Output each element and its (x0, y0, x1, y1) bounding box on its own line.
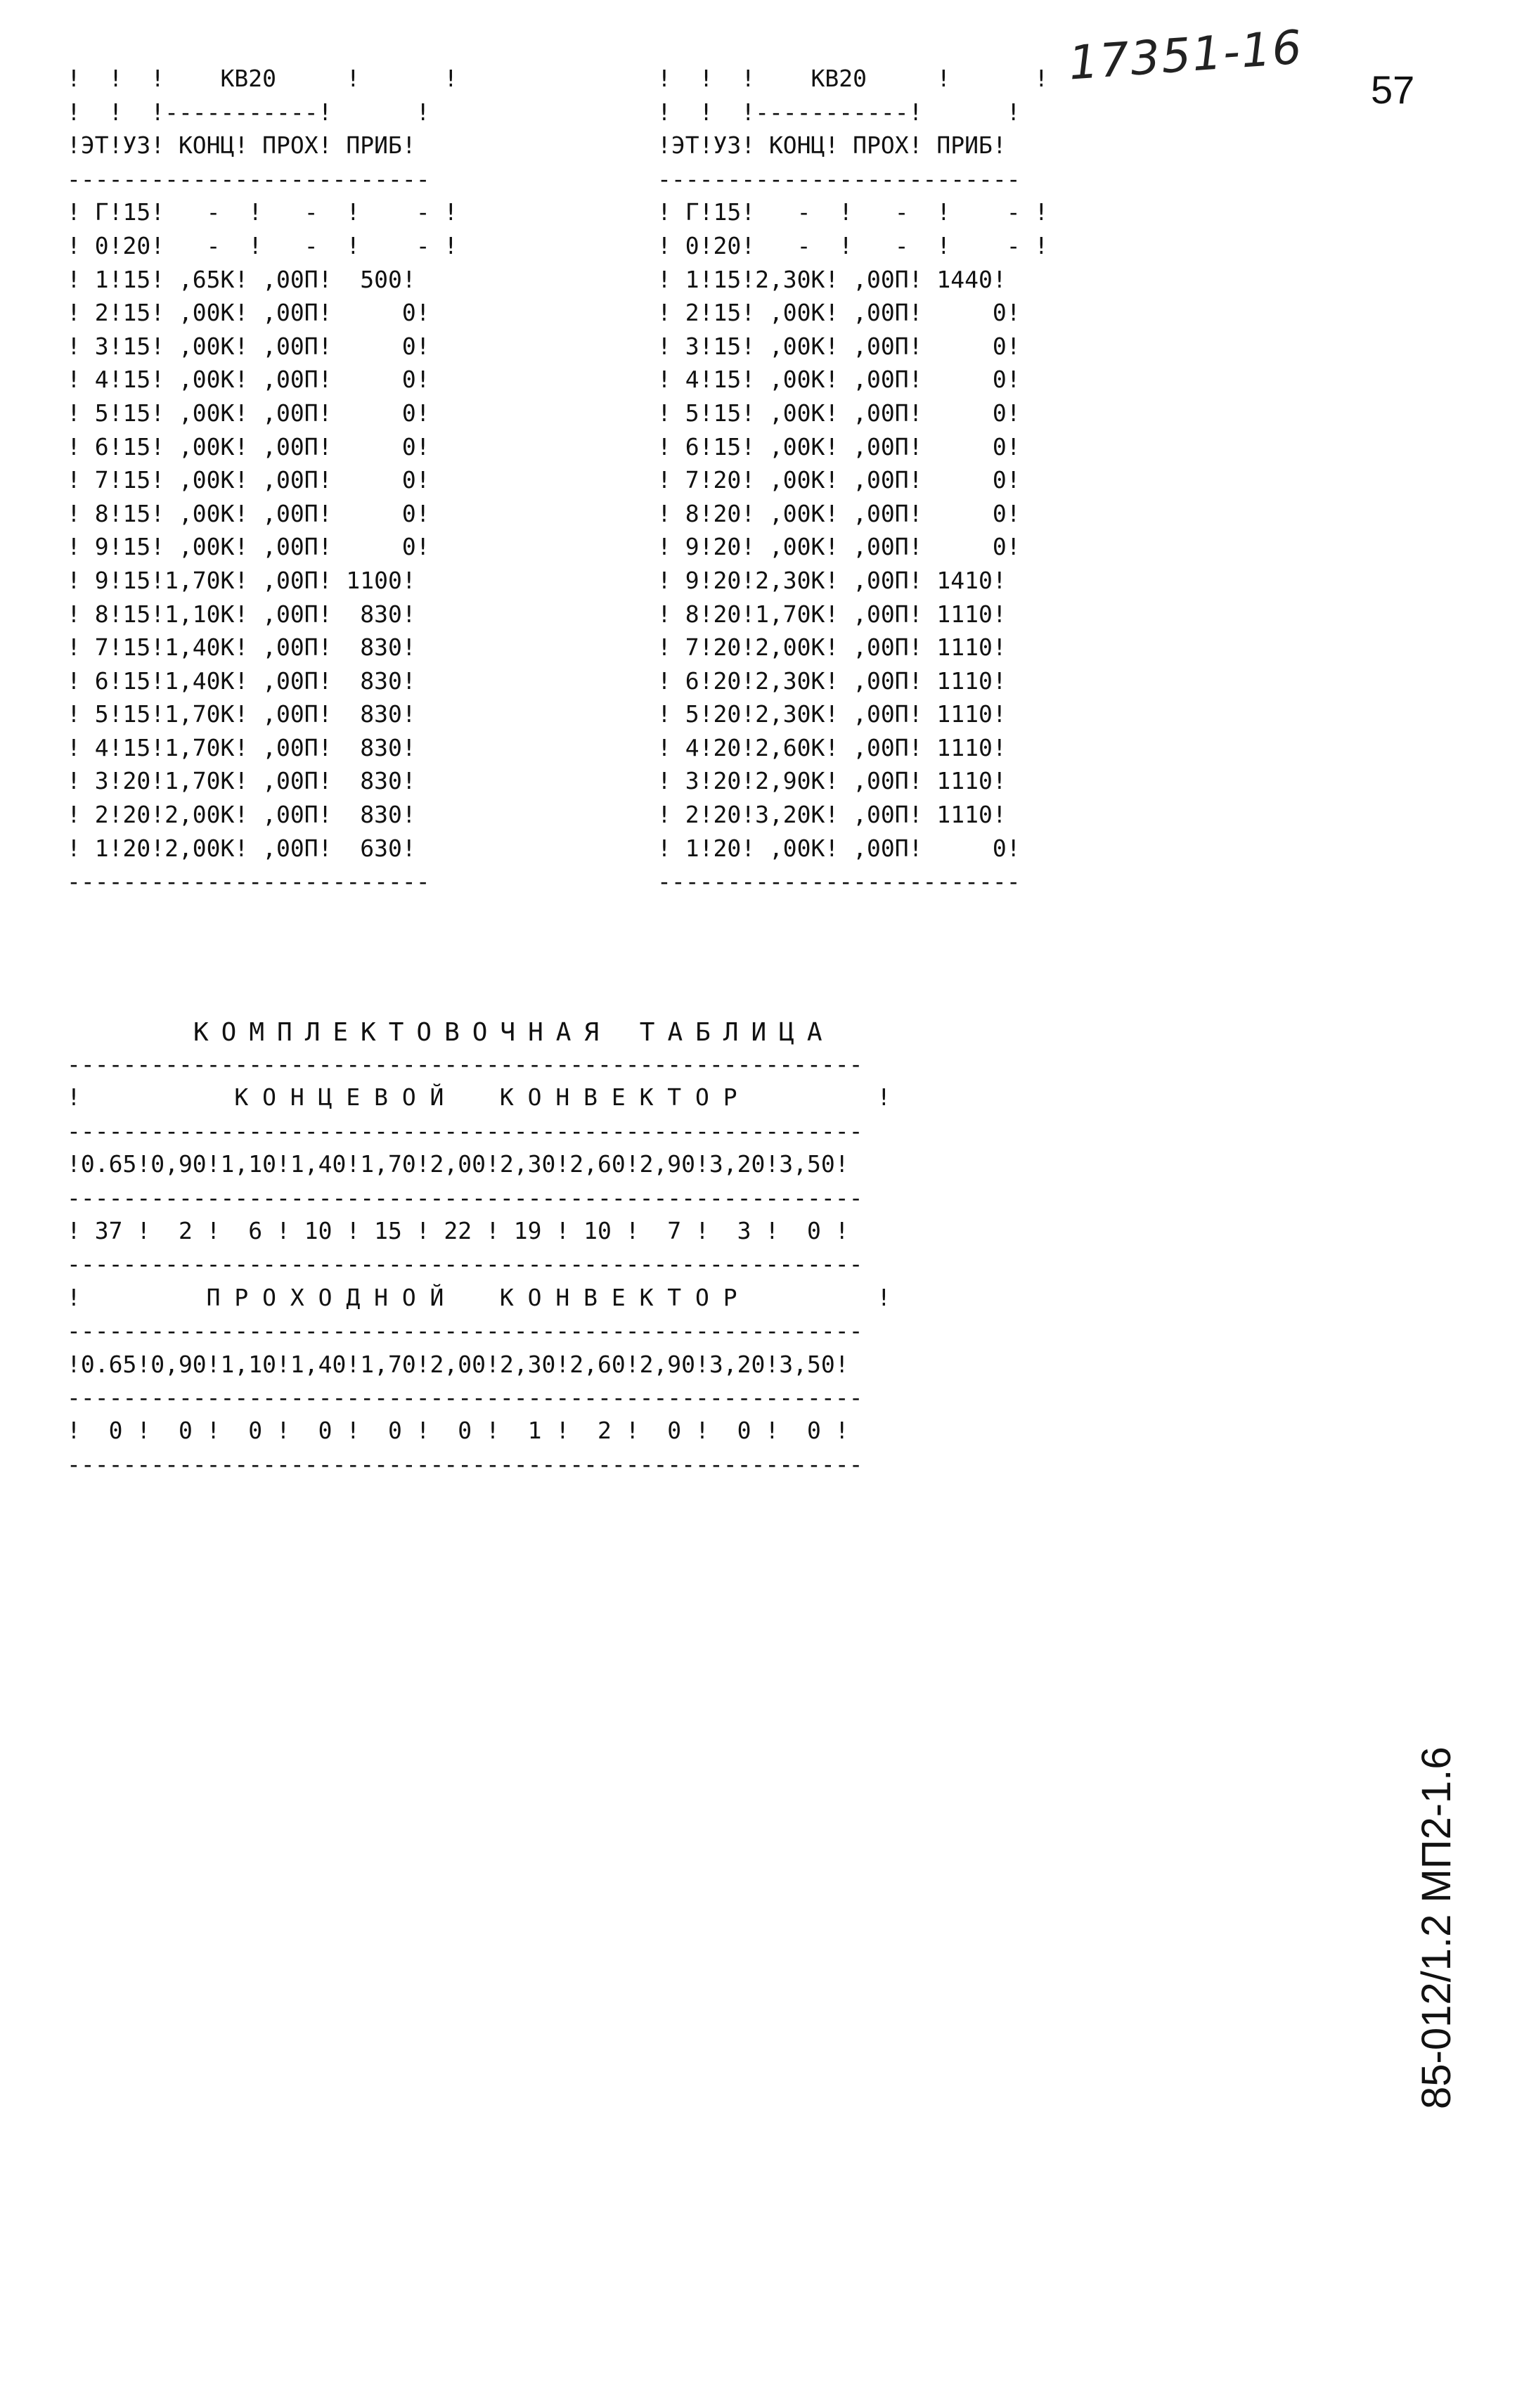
table-line: ! К О Н Ц Е В О Й К О Н В Е К Т О Р ! (67, 1083, 891, 1112)
table-line: ! 2!15! ,00К! ,00П! 0! (67, 299, 430, 327)
table-line: ! П Р О Х О Д Н О Й К О Н В Е К Т О Р ! (67, 1283, 891, 1311)
table-line: ! 5!15! ,00К! ,00П! 0! (67, 399, 430, 427)
table-line: ! 9!15!1,70К! ,00П! 1100! (67, 566, 416, 594)
table-line: --------------------------------------------------------- (67, 1050, 863, 1078)
table-line: ! 8!15!1,10К! ,00П! 830! (67, 600, 416, 628)
table-line: ! 3!15! ,00К! ,00П! 0! (67, 332, 430, 360)
kit-table-title: КОМПЛЕКТОВОЧНАЯ ТАБЛИЦА (193, 1018, 835, 1047)
table-line: -------------------------- (67, 165, 430, 193)
table-line: ! 7!20! ,00К! ,00П! 0! (657, 466, 1021, 494)
table-line: ! 4!15! ,00К! ,00П! 0! (657, 366, 1021, 394)
table-line: --------------------------------------------------------- (67, 1116, 863, 1145)
table-line: ! 6!15! ,00К! ,00П! 0! (67, 432, 430, 461)
table-line: ! 0 ! 0 ! 0 ! 0 ! 0 ! 0 ! 1 ! 2 ! 0 ! 0 ! 0 ! (67, 1417, 849, 1445)
table-line: ! Г!15! - ! - ! - ! (67, 198, 458, 226)
table-line: ! 2!20!3,20К! ,00П! 1110! (657, 801, 1007, 829)
table-line: --------------------------------------------------------- (67, 1450, 863, 1478)
table-line: --------------------------------------------------------- (67, 1317, 863, 1345)
table-line: ! 5!20!2,30К! ,00П! 1110! (657, 700, 1007, 728)
page-number: 57 (1371, 67, 1415, 112)
table-line: ! Г!15! - ! - ! - ! (657, 198, 1049, 226)
handwritten-document-number: 17351-16 (1066, 20, 1305, 91)
table-line: ! 5!15!1,70К! ,00П! 830! (67, 700, 416, 728)
table-line: ! 0!20! - ! - ! - ! (67, 231, 458, 259)
table-line: ! 4!20!2,60К! ,00П! 1110! (657, 733, 1007, 761)
table-line: ! ! !-----------! ! (67, 98, 430, 126)
table-line: ! 6!15!1,40К! ,00П! 830! (67, 667, 416, 695)
table-line: -------------------------- (67, 868, 430, 896)
table-line: -------------------------- (657, 868, 1021, 896)
table-line: ! ! ! КВ20 ! ! (67, 65, 458, 92)
table-line: ! 8!20!1,70К! ,00П! 1110! (657, 600, 1007, 628)
table-line: ! 37 ! 2 ! 6 ! 10 ! 15 ! 22 ! 19 ! 10 ! 7 ! 3 ! 0 ! (67, 1217, 849, 1245)
table-line: !ЭТ!УЗ! КОНЦ! ПРОХ! ПРИБ! (657, 131, 1007, 160)
table-line: --------------------------------------------------------- (67, 1384, 863, 1412)
table-line: ! 7!15! ,00К! ,00П! 0! (67, 466, 430, 494)
table-line: ! 4!15!1,70К! ,00П! 830! (67, 733, 416, 761)
table-line: !0.65!0,90!1,10!1,40!1,70!2,00!2,30!2,60!2,90!3,20!3,50! (67, 1350, 849, 1378)
table-line: ! 9!20! ,00К! ,00П! 0! (657, 533, 1021, 561)
table-line: !ЭТ!УЗ! КОНЦ! ПРОХ! ПРИБ! (67, 131, 416, 160)
table-line: ! 8!15! ,00К! ,00П! 0! (67, 499, 430, 527)
table-line: --------------------------------------------------------- (67, 1250, 863, 1278)
table-line: ! 1!15!2,30К! ,00П! 1440! (657, 265, 1007, 293)
table-line: !0.65!0,90!1,10!1,40!1,70!2,00!2,30!2,60!2,90!3,20!3,50! (67, 1150, 849, 1178)
table-line: ! 7!20!2,00К! ,00П! 1110! (657, 633, 1007, 662)
table-line: ! 2!15! ,00К! ,00П! 0! (657, 299, 1021, 327)
table-line: ! 5!15! ,00К! ,00П! 0! (657, 399, 1021, 427)
table-line: ! 9!15! ,00К! ,00П! 0! (67, 533, 430, 561)
table-line: ! 7!15!1,40К! ,00П! 830! (67, 633, 416, 662)
document-code-vertical: 85-012/1.2 МП2-1.6 (1414, 1746, 1459, 2109)
table-line: ! 4!15! ,00К! ,00П! 0! (67, 366, 430, 394)
table-line: ! 1!20!2,00К! ,00П! 630! (67, 834, 416, 862)
table-line: ! 1!20! ,00К! ,00П! 0! (657, 834, 1021, 862)
table-line: -------------------------- (657, 165, 1021, 193)
table-line: ! 1!15! ,65К! ,00П! 500! (67, 265, 416, 293)
table-line: ! 2!20!2,00К! ,00П! 830! (67, 801, 416, 829)
table-line: ! 0!20! - ! - ! - ! (657, 231, 1049, 259)
table-line: ! 6!20!2,30К! ,00П! 1110! (657, 667, 1007, 695)
table-line: ! 3!20!2,90К! ,00П! 1110! (657, 767, 1007, 795)
table-line: ! 9!20!2,30К! ,00П! 1410! (657, 566, 1007, 594)
table-line: ! 6!15! ,00К! ,00П! 0! (657, 432, 1021, 461)
right-convector-table (657, 62, 1048, 899)
kit-table (67, 1048, 891, 1481)
table-line: ! 8!20! ,00К! ,00П! 0! (657, 499, 1021, 527)
table-line: ! ! ! КВ20 ! ! (657, 65, 1049, 92)
table-line: ! 3!20!1,70К! ,00П! 830! (67, 767, 416, 795)
left-convector-table (67, 62, 458, 899)
table-line: ! ! !-----------! ! (657, 98, 1021, 126)
table-line: ! 3!15! ,00К! ,00П! 0! (657, 332, 1021, 360)
table-line: --------------------------------------------------------- (67, 1183, 863, 1211)
